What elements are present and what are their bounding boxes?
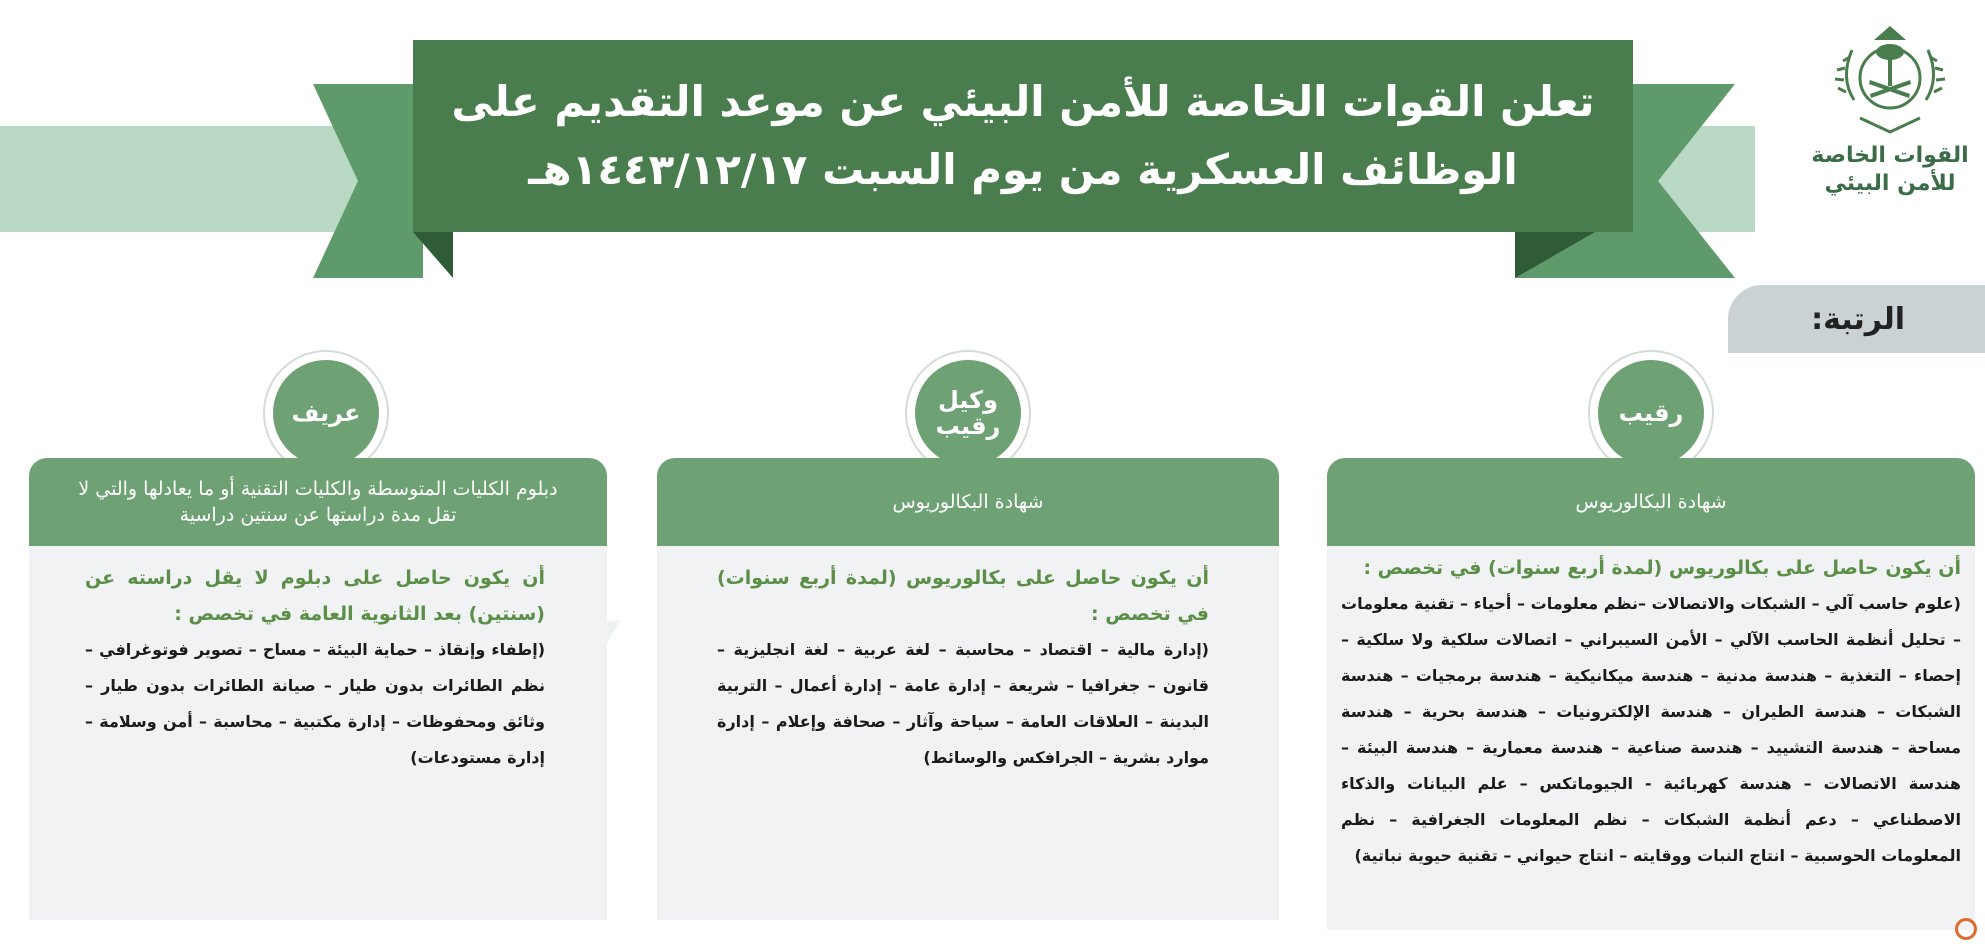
qualification-header: شهادة البكالوريوس bbox=[657, 458, 1279, 546]
rank-column-corporal bbox=[29, 350, 607, 920]
specializations-text: (إدارة مالية – اقتصاد – محاسبة – لغة عربية – لغة انجليزية – قانون – جغرافيا – شريعة – إدارة عامة – إدارة أعمال – التربية البدينة – العلاقات العامة – سياحة وآثار – صحافة وإعلام – إدارة موارد بشرية – الجرافكس والوسائط) bbox=[717, 640, 1209, 767]
qualification-header: دبلوم الكليات المتوسطة والكليات التقنية أو ما يعادلها والتي لا تقل مدة دراستها عن سنتين دراسية bbox=[29, 458, 607, 546]
corner-logo-icon bbox=[1955, 918, 1977, 940]
rank-name: وكيل رقيب bbox=[915, 360, 1021, 466]
rank-name: عريف bbox=[273, 360, 379, 466]
specializations-text: (إطفاء وإنقاذ – حماية البيئة – مساح – تصوير فوتوغرافي – نظم الطائرات بدون طيار – صيانة الطائرات بدون طيار – وثائق ومحفوظات – إدارة مكتبية – محاسبة – أمن وسلامة – إدارة مستودعات) bbox=[85, 640, 545, 767]
logo-subtitle: للأمن البيئي bbox=[1824, 171, 1956, 196]
requirement-lead: أن يكون حاصل على بكالوريوس (لمدة أربع سنوات) في تخصص : bbox=[717, 567, 1209, 625]
emblem-icon bbox=[1830, 22, 1950, 140]
requirement-lead: أن يكون حاصل على دبلوم لا يقل دراسته عن (سنتين) بعد الثانوية العامة في تخصص : bbox=[85, 567, 545, 625]
requirement-lead: أن يكون حاصل على بكالوريوس (لمدة أربع سنوات) في تخصص : bbox=[1363, 557, 1961, 579]
banner-line-1: تعلن القوات الخاصة للأمن البيئي عن موعد التقديم على bbox=[451, 77, 1595, 126]
banner-shadow-right bbox=[1515, 232, 1595, 278]
rank-column-sergeant bbox=[1327, 350, 1975, 930]
qualification-header: شهادة البكالوريوس bbox=[1327, 458, 1975, 546]
rank-label: الرتبة: bbox=[1811, 301, 1905, 337]
logo-title: القوات الخاصة bbox=[1811, 143, 1969, 168]
banner-line-2: الوظائف العسكرية من يوم السبت ١٤٤٣/١٢/١٧هـ bbox=[528, 145, 1518, 194]
rank-column-vice-sergeant bbox=[657, 350, 1279, 920]
announcement-banner bbox=[413, 40, 1633, 232]
specializations-text: (علوم حاسب آلي – الشبكات والاتصالات –نظم معلومات – أحياء – تقنية معلومات – تحليل أنظمة الحاسب الآلي – الأمن السيبراني – اتصالات سلكية ولا سلكية – إحصاء – التغذية – هندسة مدنية – هندسة ميكانيكية – هندسة برمجيات – هندسة الشبكات – هندسة الطيران – هندسة الإلكترونيات – هندسة بحرية – هندسة مساحة – هندسة التشييد – هندسة صناعية – هندسة معمارية – هندسة البيئة – هندسة الاتصالات – هندسة كهربائية - الجيوماتكس – علم البيانات والذكاء الاصطناعي – دعم أنظمة الشبكات – نظم المعلومات الجغرافية – نظم المعلومات الحوسبية – انتاج النبات ووقايته – انتاج حيواني – تقنية حيوية نباتية) bbox=[1341, 594, 1961, 865]
banner-shadow-left bbox=[413, 232, 453, 278]
rank-label-tab bbox=[1728, 285, 1985, 353]
logo bbox=[1810, 22, 1970, 212]
rank-name: رقيب bbox=[1598, 360, 1704, 466]
